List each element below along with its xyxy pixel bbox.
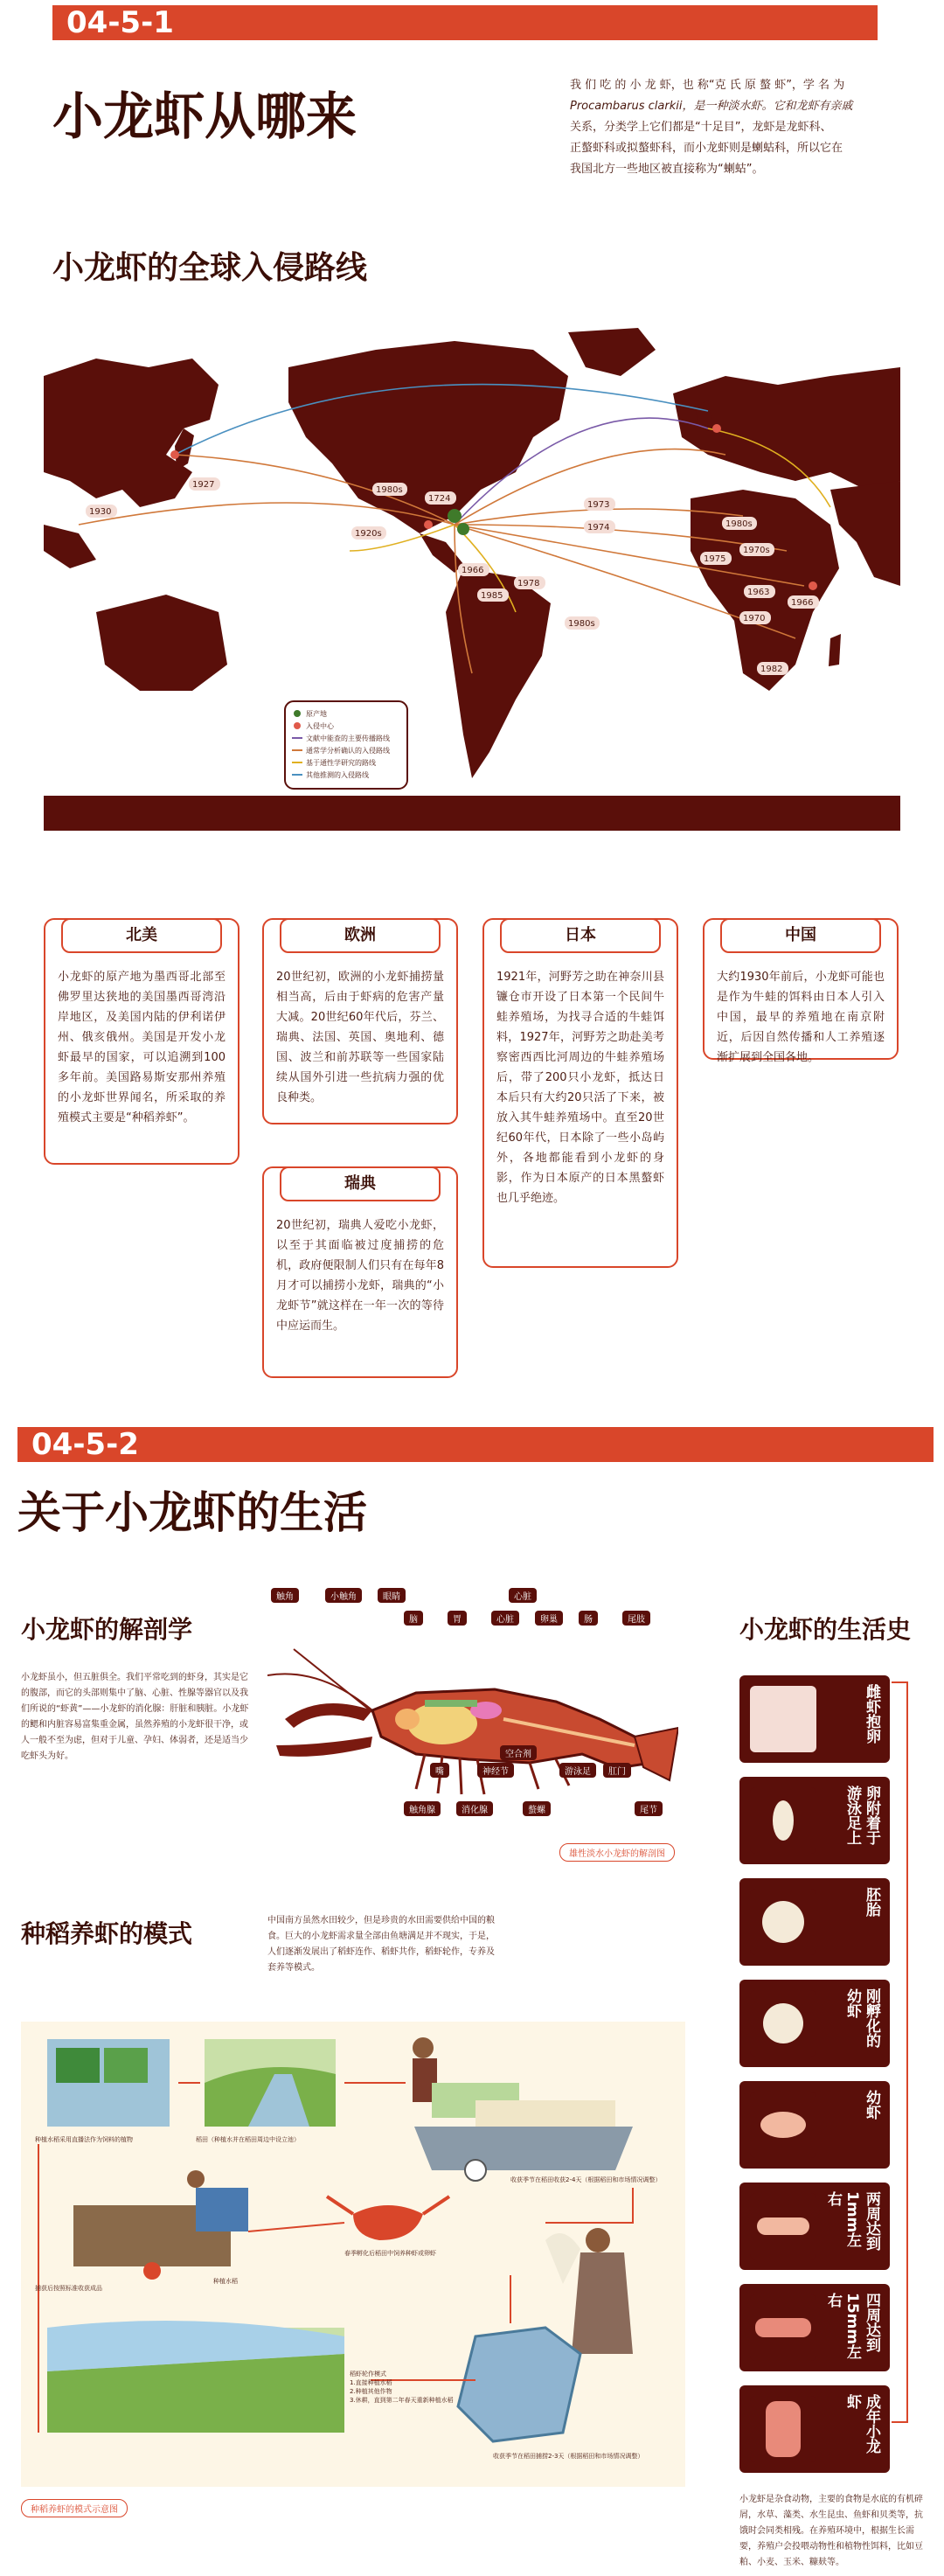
anatomy-label: 眼睛	[378, 1588, 406, 1603]
anatomy-label: 心脏	[509, 1588, 537, 1603]
year-label: 1970	[743, 614, 766, 623]
hatchling-icon	[750, 1990, 816, 2057]
intro-line: 关系，分类学上它们都是“十足目”，龙虾是龙虾科、	[570, 121, 832, 134]
anatomy-label: 肛门	[603, 1763, 631, 1778]
farming-illustration	[21, 2022, 685, 2487]
region-card-text: 大约1930年前后，小龙虾可能也是作为牛蛙的饵料由日本人引入中国，最早的养殖地在南京附近，后因自然传播和人工养殖逐渐扩展到全国各地。	[717, 971, 885, 1064]
region-card-text: 1921年，河野芳之助在神奈川县镰仓市开设了日本第一个民间牛蛙养殖场，为找寻合适的牛蛙饵料，1927年，河野芳之助赴美考察密西西比河周边的牛蛙养殖场后，带了200只小龙虾，抵达日本后只有大约20只活了下来，被放入其牛蛙养殖场中。直至20世纪60年代，日本除了一些小岛屿外，各地都能看到小龙虾的身影，作为日本原产的日本黑螯虾也几乎绝迹。	[496, 971, 664, 1205]
anatomy-label: 空合剂	[500, 1745, 537, 1760]
anatomy-label: 触角腺	[404, 1801, 441, 1816]
region-card-title: 日本	[500, 918, 661, 953]
adult-crayfish-icon	[750, 2396, 816, 2462]
lifecycle-stage	[739, 2284, 890, 2371]
anatomy-title: 小龙虾的解剖学	[21, 1615, 193, 1644]
farming-caption: 种稻养虾的模式示意图	[21, 2499, 128, 2517]
farming-note: 捕获后按照标准收获成品	[35, 2285, 102, 2292]
lifecycle-label: 卵附着于游泳足上	[843, 1786, 880, 1845]
year-label: 1927	[192, 480, 215, 490]
anatomy-text: 小龙虾虽小，但五脏俱全。我们平常吃到的虾身，其实是它的腹部，而它的头部则集中了脑、心脏、性腺等器官以及我们所说的“虾黄”——小龙虾的消化腺：肝脏和胰脏。小龙虾的鳃和内脏容易富集重金属，虽然养殖的小龙虾很干净，或人一般不至为虑，但对于儿童、孕妇、体弱者，还是适当少吃虾头为好。	[21, 1673, 249, 1761]
anatomy-label: 卵巢	[535, 1611, 563, 1626]
year-label: 1966	[462, 566, 484, 575]
lifecycle-stage	[739, 1980, 890, 2067]
intro-line: 我国北方一些地区被直接称为“蝲蛄”。	[570, 163, 764, 176]
legend-label: 通常学分析确认的入侵路线	[306, 747, 390, 755]
farming-note: 种植水稻采用直播法作为饲料的植物	[35, 2136, 133, 2143]
farming-note: 收获季节在稻田收获2-4天（根据稻田和市场情况调整）	[510, 2176, 662, 2183]
map-title: 小龙虾的全球入侵路线	[52, 250, 368, 286]
legend-label: 原产地	[306, 710, 327, 718]
section-bar-2	[17, 1427, 934, 1462]
region-card-title: 北美	[61, 918, 222, 953]
year-label: 1963	[747, 588, 770, 597]
region-card-text: 20世纪初，欧洲的小龙虾捕捞量相当高，后由于虾病的危害产量大减。20世纪60年代后，芬兰、瑞典、法国、英国、奥地利、德国、波兰和前苏联等一些国家陆续从国外引进一些抗病力强的优良种类。	[276, 971, 444, 1104]
intro-line: 正螯虾科或拟螯虾科，而小龙虾则是蝲蛄科，所以它在	[570, 142, 843, 155]
region-card-title: 中国	[720, 918, 881, 953]
legend-label: 基于通性学研究的路线	[306, 759, 376, 767]
year-label: 1982	[760, 665, 783, 674]
lifecycle-stage	[739, 1878, 890, 1966]
intro-text	[570, 75, 902, 180]
lifecycle-stage	[739, 1675, 890, 1763]
lifecycle-label: 雌虾抱卵	[863, 1684, 880, 1744]
year-label: 1966	[791, 598, 814, 608]
year-label: 1974	[587, 523, 610, 533]
anatomy-label: 尾节	[635, 1801, 663, 1816]
world-invasion-map	[44, 324, 900, 831]
anatomy-label: 螯螺	[523, 1801, 551, 1816]
anatomy-label: 消化腺	[456, 1801, 493, 1816]
anatomy-label: 小触角	[325, 1588, 362, 1603]
anatomy-label: 触角	[271, 1588, 299, 1603]
growing-crayfish-icon	[750, 2294, 816, 2361]
region-card-china	[703, 918, 899, 1064]
farming-title: 种稻养虾的模式	[21, 1919, 193, 1948]
intro-line: 我 们 吃 的 小 龙 虾，也 称“克 氏 原 螯 虾”，学 名 为	[570, 79, 845, 92]
lifecycle-stage	[739, 2081, 890, 2169]
anatomy-label: 胃	[448, 1611, 467, 1626]
year-label: 1980s	[725, 519, 753, 529]
lifecycle-label: 成年小龙虾	[843, 2394, 880, 2454]
farming-note: 春季孵化后稻田中饲养种虾或卵虾	[344, 2250, 436, 2257]
region-card-japan	[482, 918, 678, 1268]
anatomy-caption: 雄性淡水小龙虾的解剖图	[559, 1843, 675, 1862]
intro-line: Procambarus clarkii，是一种淡水虾。它和龙虾有亲戚	[570, 100, 853, 113]
anatomy-label: 神经节	[477, 1763, 514, 1778]
lifecycle-label: 幼虾	[863, 2090, 880, 2120]
anatomy-label: 游泳足	[559, 1763, 596, 1778]
anatomy-label: 心脏	[491, 1611, 519, 1626]
region-card-sweden	[262, 1166, 458, 1378]
crayfish-egg-icon	[750, 1686, 816, 1752]
region-card-text: 20世纪初，瑞典人爱吃小龙虾，以至于其面临被过度捕捞的危机，政府便限制人们只有在每年8月才可以捕捞小龙虾，瑞典的“小龙虾节”就这样在一年一次的等待中应运而生。	[276, 1219, 444, 1333]
year-label: 1930	[89, 507, 112, 517]
legend-label: 入侵中心	[306, 722, 334, 730]
year-label: 1985	[481, 591, 503, 601]
year-label: 1920s	[355, 529, 382, 539]
region-card-europe	[262, 918, 458, 1124]
region-card-text: 小龙虾的原产地为墨西哥北部至佛罗里达狭地的美国墨西哥湾沿岸地区，及美国内陆的伊利诺伊州、俄亥俄州。美国是开发小龙虾最早的国家，可以追溯到100多年前。美国路易斯安那州养殖的小龙虾世界闻名，所采取的养殖模式主要是“种稻养虾”。	[58, 971, 226, 1124]
lifecycle-text: 小龙虾是杂食动物，主要的食物是水底的有机碎屑，水草、藻类、水生昆虫、鱼虾和贝类等，抗饿时会同类相残。在养殖环境中，根据生长需要，养殖户会投喂动物性和植物性饵料，比如豆粕、小麦、玉米、糠麸等。	[739, 2495, 923, 2567]
lifecycle-label: 四周达到15mm左右	[824, 2293, 880, 2360]
farming-note: 种植水稻	[213, 2278, 238, 2285]
region-card-title: 瑞典	[280, 1166, 441, 1201]
section-bar-1	[52, 5, 878, 40]
anatomy-label: 肠	[579, 1611, 598, 1626]
lifecycle-stage	[739, 1777, 890, 1864]
lifecycle-title: 小龙虾的生活史	[739, 1615, 912, 1644]
region-card-north-america	[44, 918, 239, 1165]
egg-cluster-icon	[750, 1787, 816, 1854]
lifecycle-label: 两周达到1mm左右	[824, 2191, 880, 2251]
map-legend	[285, 701, 407, 789]
farming-note: 收获季节在稻田捕捞2-3天（根据稻田和市场情况调整）	[493, 2453, 644, 2460]
crayfish-anatomy-diagram	[267, 1614, 678, 1868]
year-label: 1975	[704, 554, 726, 564]
year-label: 1980s	[376, 485, 403, 495]
lifecycle-label: 胚胎	[863, 1887, 880, 1917]
page-title: 小龙虾从哪来	[52, 87, 357, 146]
anatomy-label: 脑	[404, 1611, 423, 1626]
section-title: 关于小龙虾的生活	[17, 1487, 367, 1538]
small-crayfish-icon	[750, 2193, 816, 2259]
year-label: 1970s	[743, 546, 770, 555]
lifecycle-arrow	[890, 1679, 916, 2431]
lifecycle-label: 刚孵化的幼虾	[843, 1988, 880, 2048]
year-label: 1973	[587, 500, 610, 510]
section-number: 04-5-1	[66, 5, 174, 40]
juvenile-icon	[750, 2092, 816, 2158]
year-label: 1978	[517, 579, 540, 588]
legend-label: 文献中能查的主要传播路线	[306, 735, 390, 742]
farming-text: 中国南方虽然水田较少，但是珍贵的水田需要供给中国的粮食。巨大的小龙虾需求量全部由鱼塘满足并不现实，于是，人们逐渐发展出了稻虾连作、稻虾共作，稻虾轮作，专养及套养等模式。	[267, 1916, 495, 1973]
anatomy-label: 嘴	[430, 1763, 449, 1778]
farming-note: 稻虾轮作模式 1.直接种植水稻 2.种植其他作物 3.休耕，直到第二年春天重新种植水稻	[350, 2371, 454, 2404]
embryo-icon	[750, 1889, 816, 1955]
farming-note: 稻田（种植水并在稻田周边中设立池）	[196, 2136, 300, 2143]
lifecycle-stage	[739, 2183, 890, 2270]
year-label: 1980s	[568, 619, 595, 629]
anatomy-label: 尾肢	[622, 1611, 650, 1626]
year-label: 1724	[428, 494, 451, 504]
region-card-title: 欧洲	[280, 918, 441, 953]
lifecycle-stage	[739, 2385, 890, 2473]
legend-label: 其他推测的入侵路线	[306, 771, 369, 779]
section-number: 04-5-2	[31, 1427, 139, 1462]
